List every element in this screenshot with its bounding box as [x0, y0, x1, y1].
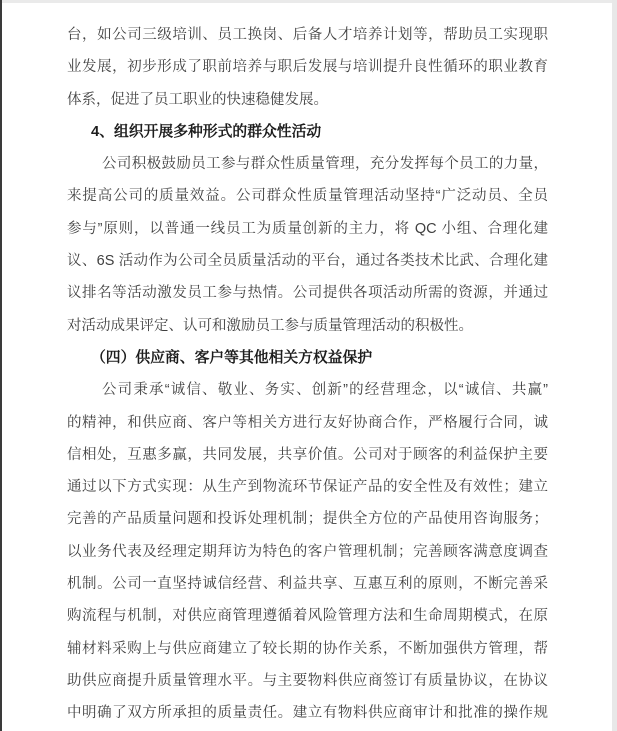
section-heading: （四）供应商、客户等其他相关方权益保护 [91, 349, 373, 366]
page-edge-right [612, 0, 617, 731]
text-line: 公司秉承“诚信、敬业、务实、创新”的经营理念，以“诚信、共赢” [102, 382, 548, 399]
text-line: 购流程与机制，对供应商管理遵循着风险管理方法和生命周期模式，在原 [67, 608, 548, 625]
text-line: 机制。公司一直坚持诚信经营、利益共享、互惠互利的原则，不断完善采 [67, 576, 548, 593]
text-line: 公司积极鼓励员工参与群众性质量管理，充分发挥每个员工的力量， [102, 156, 548, 173]
text-line: 议排名等活动激发员工参与热情。公司提供各项活动所需的资源，并通过 [67, 285, 548, 302]
text-line: 业发展，初步形成了职前培养与职后发展与培训提升良性循环的职业教育 [67, 59, 548, 76]
text-line: 参与”原则，以普通一线员工为质量创新的主力，将 QC 小组、合理化建 [67, 220, 548, 237]
text-line: 完善的产品质量问题和投诉处理机制；提供全方位的产品使用咨询服务； [67, 511, 548, 528]
text-line: 议、6S 活动作为公司全员质量活动的平台，通过各类技术比武、合理化建 [67, 253, 548, 270]
text-line: 中明确了双方所承担的质量责任。建立有物料供应商审计和批准的操作规 [67, 705, 548, 722]
text-line: 以业务代表及经理定期拜访为特色的客户管理机制；完善顾客满意度调查 [67, 543, 548, 560]
text-line: 辅材料采购上与供应商建立了较长期的协作关系，不断加强供方管理，帮 [67, 640, 548, 657]
text-line: 通过以下方式实现：从生产到物流环节保证产品的安全性及有效性；建立 [67, 479, 548, 496]
section-heading: 4、组织开展多种形式的群众性活动 [91, 123, 322, 140]
page-edge-top [0, 0, 617, 3]
text-line: 信相处，互惠多赢，共同发展，共享价值。公司对于顾客的利益保护主要 [67, 446, 548, 463]
text-line: 台，如公司三级培训、员工换岗、后备人才培养计划等，帮助员工实现职 [67, 27, 548, 43]
text-line: 来提高公司的质量效益。公司群众性质量管理活动坚持“广泛动员、全员 [67, 188, 548, 205]
text-line: 体系，促进了员工职业的快速稳健发展。 [67, 91, 328, 108]
document-body [67, 19, 548, 730]
text-line: 的精神，和供应商、客户等相关方进行友好协商合作，严格履行合同，诚 [67, 414, 548, 431]
text-line: 助供应商提升质量管理水平。与主要物料供应商签订有质量协议，在协议 [67, 672, 548, 689]
text-line: 对活动成果评定、认可和激励员工参与质量管理活动的积极性。 [67, 317, 473, 334]
page-edge-left [0, 0, 2, 731]
